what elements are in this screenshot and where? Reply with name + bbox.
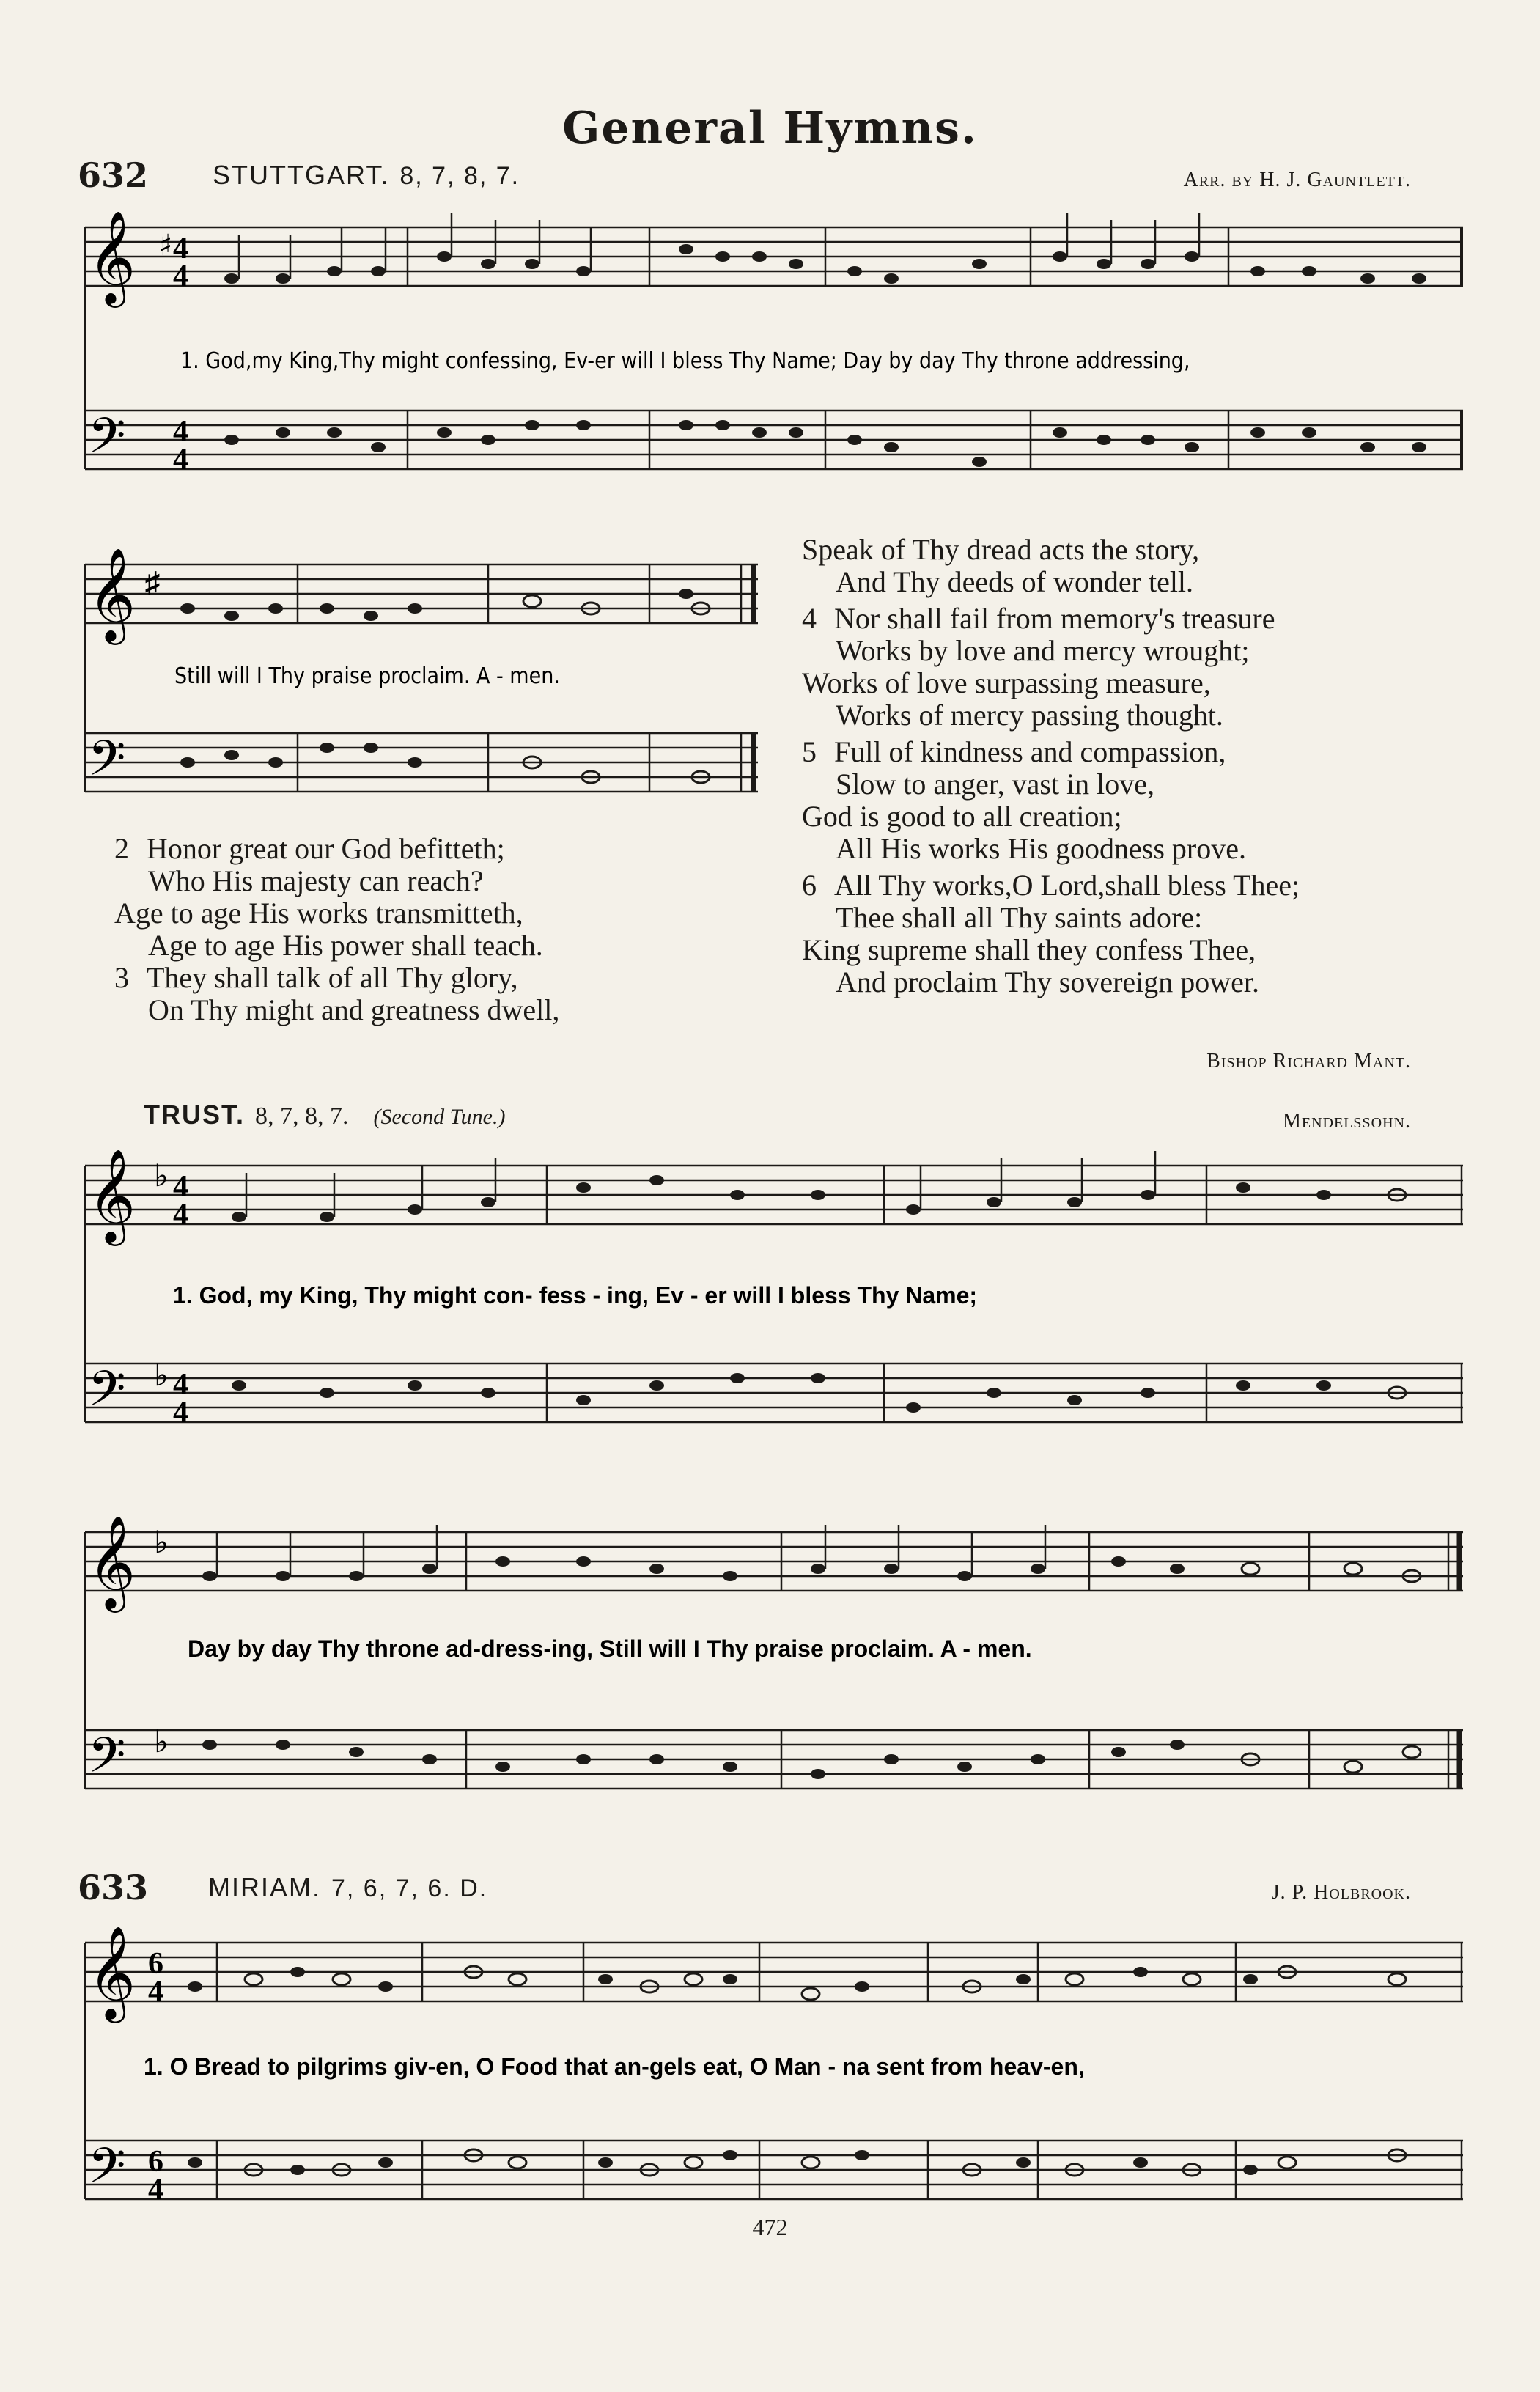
svg-text:4: 4 <box>173 1198 188 1232</box>
svg-text:♯: ♯ <box>158 228 173 262</box>
verse-5-line-4: All His works His goodness prove. <box>836 832 1246 865</box>
verse-2-line-3: Age to age His works transmitteth, <box>114 897 523 930</box>
verse-3-line-1: 3 They shall talk of all Thy glory, <box>114 961 518 994</box>
svg-text:4: 4 <box>148 2173 163 2207</box>
verse-4-line-2: Works by love and mercy wrought; <box>836 634 1250 667</box>
page-header: General Hymns. <box>562 103 978 154</box>
verse-4-line-4: Works of mercy passing thought. <box>836 699 1223 732</box>
hymn-632-system-1 <box>78 210 1463 506</box>
hymn-633-lyric-1: 1. O Bread to pilgrims giv-en, O Food that an-gels eat, O Man - na sent from heav-en, <box>144 2053 1085 2080</box>
hymn-633-tune: MIRIAM. <box>208 1872 321 1902</box>
verse-6-line-3: King supreme shall they confess Thee, <box>802 933 1256 966</box>
hymn-633-meter: 7, 6, 7, 6. D. <box>331 1874 488 1902</box>
trust-lyric-1: 1. God, my King, Thy might con- fess - ing, Ev - er will I bless Thy Name; <box>173 1282 978 1309</box>
hymn-632-tune: STUTTGART. <box>213 160 390 190</box>
trust-system-2 <box>78 1510 1463 1818</box>
hymn-632-arranger: Arr. by H. J. Gauntlett. <box>1183 169 1411 191</box>
verse-5-line-2: Slow to anger, vast in love, <box>836 768 1154 801</box>
svg-text:𝄢: 𝄢 <box>88 1727 126 1795</box>
trust-meter: 8, 7, 8, 7. <box>255 1103 349 1130</box>
verse-2-line-4: Age to age His power shall teach. <box>148 929 543 962</box>
svg-text:4: 4 <box>173 443 188 476</box>
svg-text:♭: ♭ <box>154 1160 169 1193</box>
svg-text:𝄞: 𝄞 <box>88 1925 136 2019</box>
trust-system-1 <box>78 1144 1463 1451</box>
svg-text:4: 4 <box>173 415 188 449</box>
svg-text:𝄞: 𝄞 <box>88 1148 136 1242</box>
svg-text:𝄞: 𝄞 <box>88 210 136 303</box>
svg-text:𝄢: 𝄢 <box>88 730 126 798</box>
hymn-632-meter: 8, 7, 8, 7. <box>399 162 520 190</box>
page-number: 472 <box>752 2214 788 2240</box>
verse-3-line-4: And Thy deeds of wonder tell. <box>836 565 1194 598</box>
verse-4-line-1: 4 Nor shall fail from memory's treasure <box>802 602 1275 635</box>
trust-note: (Second Tune.) <box>373 1105 506 1129</box>
svg-text:𝄢: 𝄢 <box>88 408 126 476</box>
verse-6-line-1: 6 All Thy works,O Lord,shall bless Thee; <box>802 869 1300 902</box>
verse-3-line-3: Speak of Thy dread acts the story, <box>802 533 1200 566</box>
hymn-633-number: 633 <box>78 1868 149 1907</box>
svg-text:♭: ♭ <box>154 1359 169 1393</box>
verse-6-line-4: And proclaim Thy sovereign power. <box>836 965 1260 998</box>
svg-text:4: 4 <box>173 1170 188 1204</box>
svg-text:𝄞: 𝄞 <box>88 1515 136 1608</box>
svg-text:4: 4 <box>173 1368 188 1402</box>
svg-text:𝄢: 𝄢 <box>88 1361 126 1429</box>
svg-text:♭: ♭ <box>154 1726 169 1759</box>
svg-text:𝄞: 𝄞 <box>88 547 136 641</box>
svg-text:4: 4 <box>173 1396 188 1429</box>
verse-2-line-2: Who His majesty can reach? <box>148 864 484 897</box>
hymn-632-system-2 <box>78 542 759 806</box>
hymn-632-number: 632 <box>78 155 149 195</box>
trust-tune: TRUST. <box>144 1100 245 1130</box>
hymn-632-author: Bishop Richard Mant. <box>1206 1050 1411 1072</box>
hymn-633-title <box>208 1872 487 1903</box>
verse-2-line-1: 2 Honor great our God befitteth; <box>114 832 505 865</box>
svg-text:6: 6 <box>148 1947 163 1981</box>
hymn-632-verses-right <box>802 534 1300 998</box>
svg-text:4: 4 <box>148 1975 163 2009</box>
bass-staff <box>85 411 1463 469</box>
trust-title <box>144 1100 505 1130</box>
verse-3-line-2: On Thy might and greatness dwell, <box>148 993 560 1026</box>
treble-staff <box>85 227 1463 286</box>
trust-composer: Mendelssohn. <box>1282 1110 1411 1133</box>
svg-text:♭: ♭ <box>154 1526 169 1560</box>
hymn-633-system-1 <box>78 1921 1463 2243</box>
svg-text:6: 6 <box>148 2145 163 2179</box>
hymn-632-verses-left <box>114 833 559 1026</box>
hymn-632-lyric-1: 1. God,my King,Thy might confessing, Ev-er will I bless Thy Name; Day by day Thy throne addressing, <box>180 348 1190 374</box>
hymn-632-title <box>213 160 520 191</box>
verse-5-line-1: 5 Full of kindness and compassion, <box>802 735 1226 768</box>
svg-text:4: 4 <box>173 260 188 293</box>
svg-text:♯: ♯ <box>145 566 160 599</box>
verse-5-line-3: God is good to all creation; <box>802 800 1122 833</box>
svg-text:4: 4 <box>173 232 188 265</box>
trust-lyric-2: Day by day Thy throne ad-dress-ing, Still will I Thy praise proclaim. A - men. <box>188 1635 1032 1662</box>
verse-6-line-2: Thee shall all Thy saints adore: <box>836 901 1203 934</box>
verse-4-line-3: Works of love surpassing measure, <box>802 666 1211 699</box>
hymn-633-composer: J. P. Holbrook. <box>1271 1881 1411 1904</box>
hymn-632-lyric-2: Still will I Thy praise proclaim. A - men. <box>174 663 560 689</box>
svg-text:𝄢: 𝄢 <box>88 2138 126 2206</box>
